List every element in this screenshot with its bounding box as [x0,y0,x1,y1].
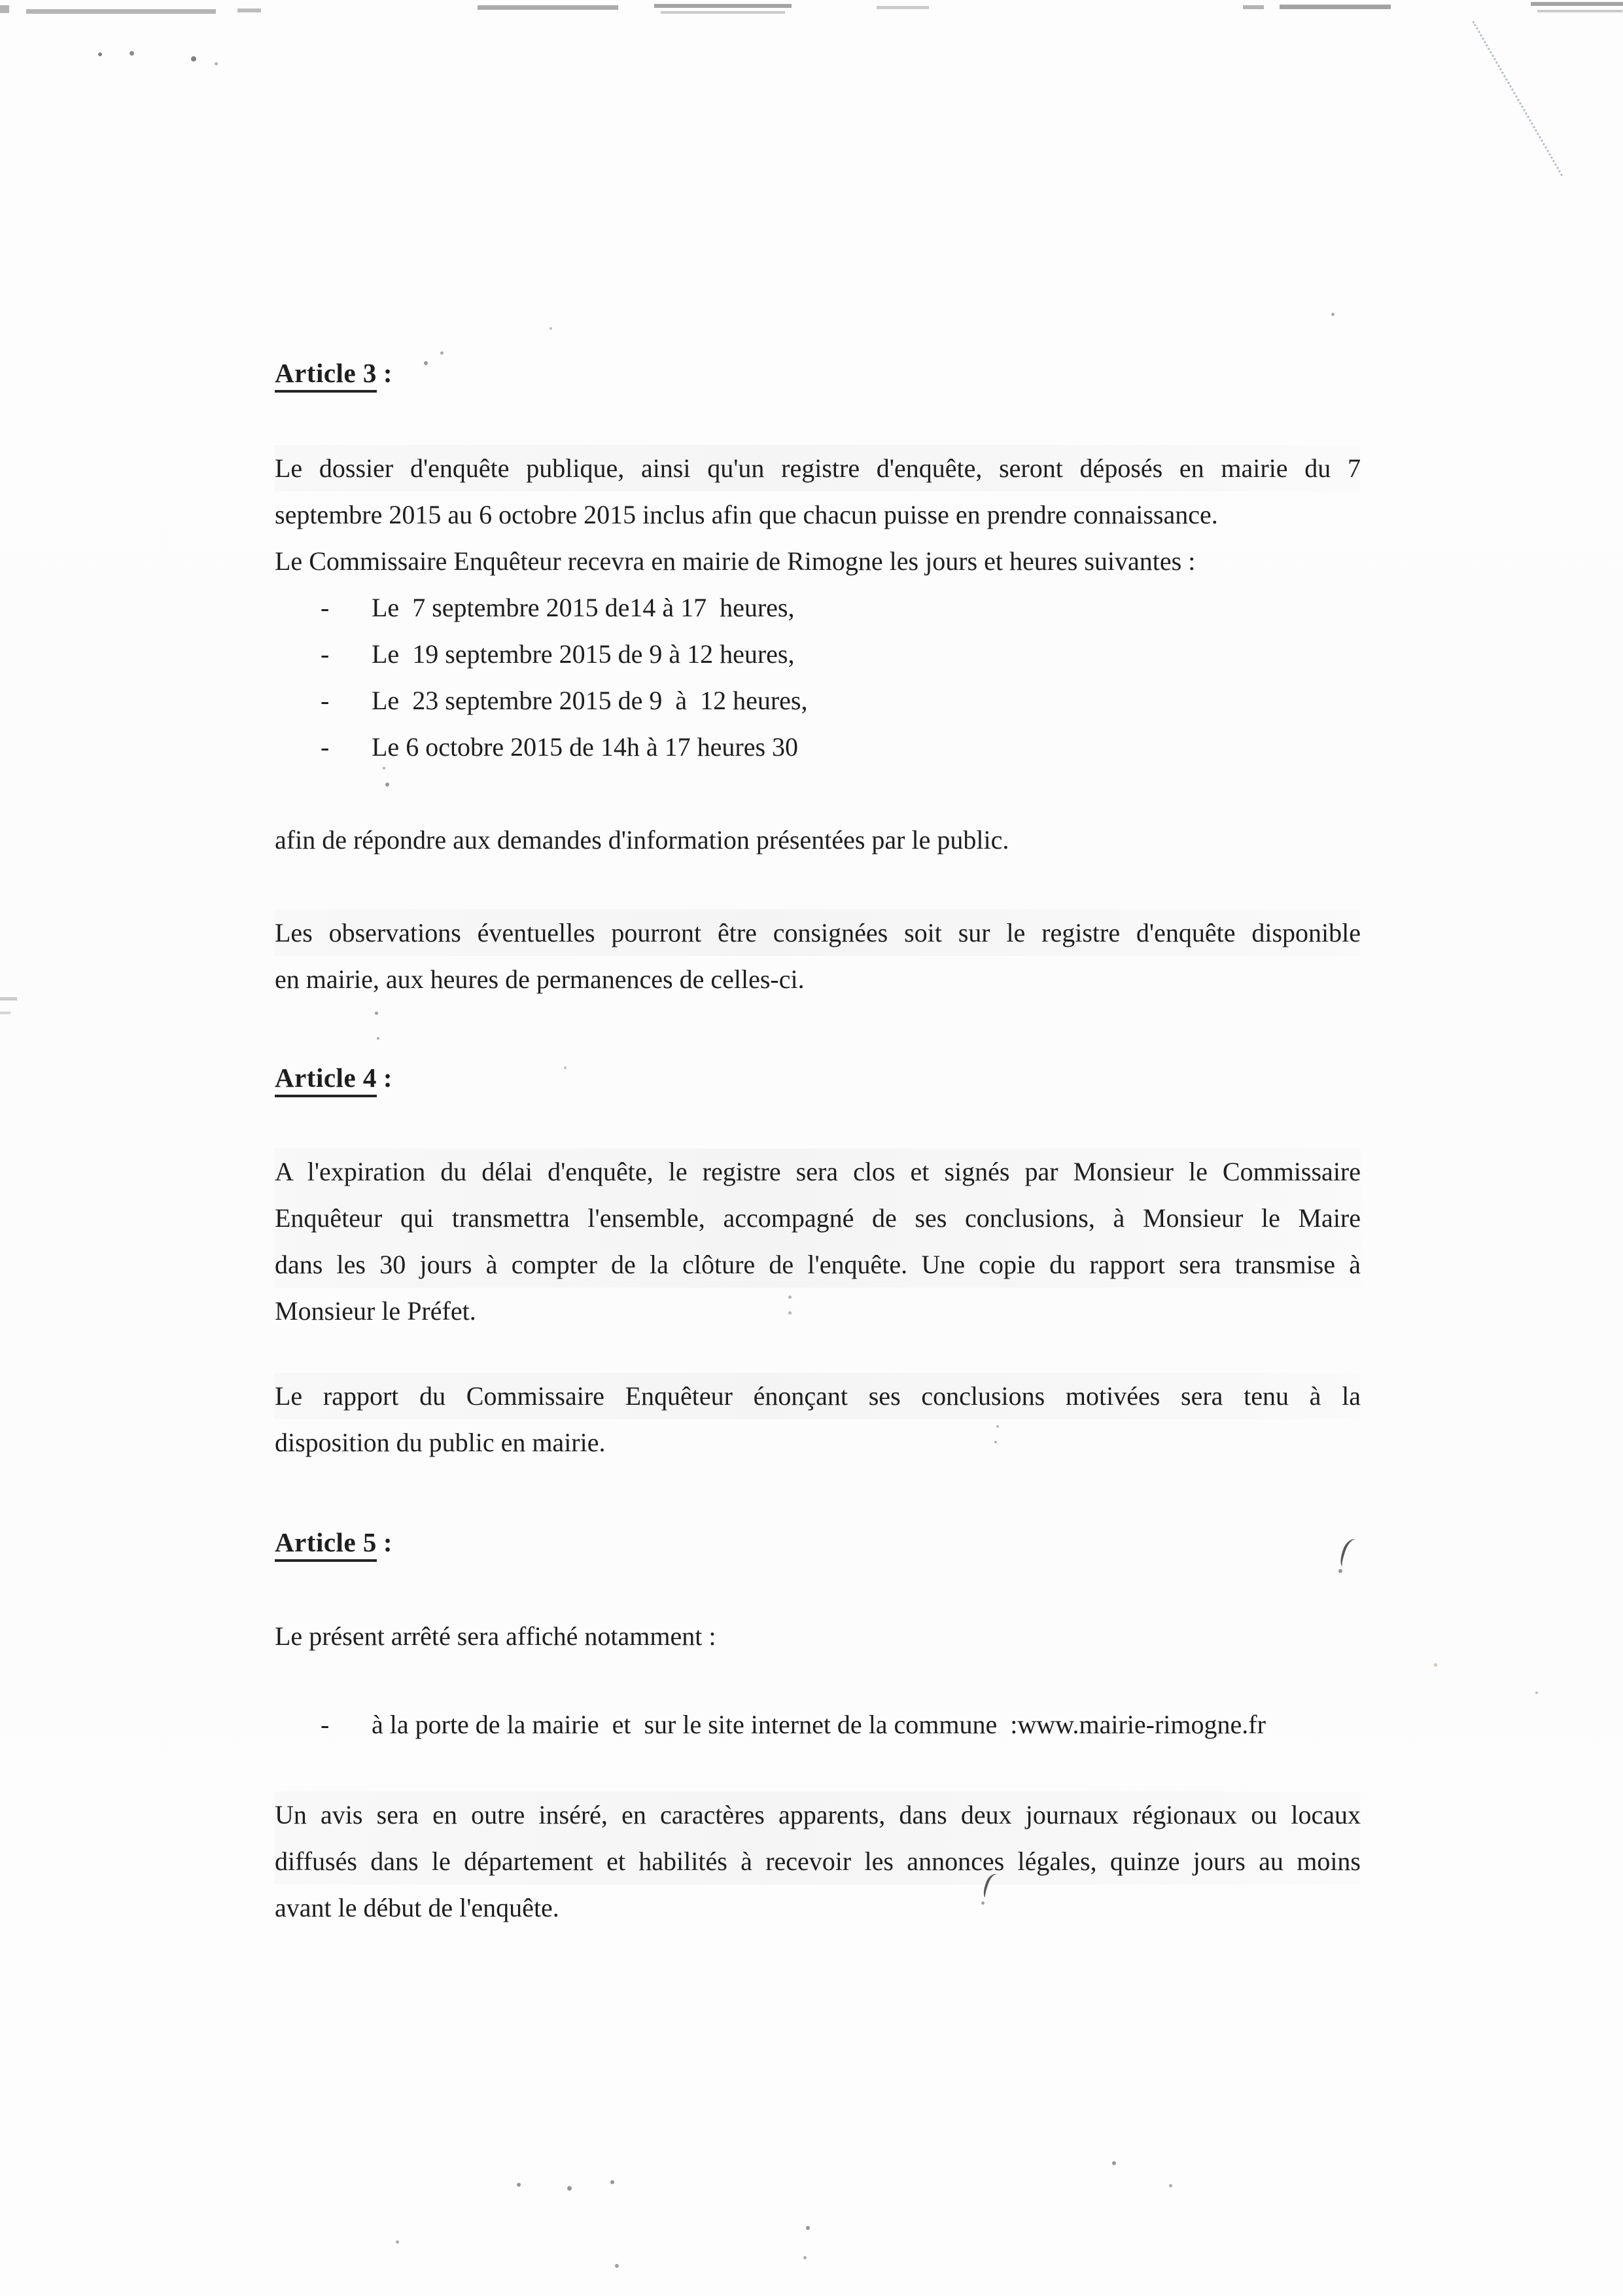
scan-edge-mark [26,9,216,14]
scan-speck [191,56,196,62]
scan-speck [610,2180,614,2184]
list-item [275,584,1361,631]
paragraph-line: Le Commissaire Enquêteur recevra en mairie de Rimogne les jours et heures suivantes : [275,546,1196,576]
scan-edge-mark [1537,10,1622,12]
scan-edge-mark [1531,2,1623,6]
paragraph-line: en mairie, aux heures de permanences de celles-ci. [275,964,805,994]
scan-speck [98,52,102,56]
list-item-dash: - [321,686,330,715]
scan-speck [806,2226,810,2230]
fold-crease-line [1472,21,1563,176]
article-3-paragraph-3 [275,910,1361,1002]
scan-edge-mark [237,9,261,12]
paragraph-line: Le rapport du Commissaire Enquêteur énonçant ses conclusions motivées sera tenu à la [275,1373,1361,1419]
article-3-heading-text: Article 3 [275,358,377,393]
scan-speck [615,2264,619,2268]
list-item [275,631,1361,677]
scan-edge-mark [654,4,792,8]
article-4-heading [275,1055,1361,1101]
paragraph-line: Un avis sera en outre inséré, en caractères apparents, dans deux journaux régionaux ou locaux [275,1792,1361,1838]
scan-speck [1331,313,1335,316]
scan-speck [567,2186,572,2191]
list-item-dash: - [321,639,330,669]
article-5-heading [275,1519,1361,1566]
document-body [275,350,1361,1931]
list-item [275,677,1361,724]
scan-edge-mark [478,5,618,10]
article-4-heading-colon: : [383,1063,393,1093]
paragraph-line: afin de répondre aux demandes d'information présentées par le public. [275,825,1009,855]
paragraph-line: Les observations éventuelles pourront être consignées soit sur le registre d'enquête disponible [275,910,1361,956]
article-3-heading-colon: : [383,358,393,388]
article-5-paragraph-2 [275,1792,1361,1931]
list-item-text: Le 23 septembre 2015 de 9 à 12 heures, [372,686,808,715]
paragraph-line: Le dossier d'enquête publique, ainsi qu'un registre d'enquête, seront déposés en mairie du 7 [275,445,1361,491]
article-3-heading [275,350,1361,397]
paragraph-line: Enquêteur qui transmettra l'ensemble, accompagné de ses conclusions, à Monsieur le Maire [275,1195,1361,1241]
paragraph-line: Monsieur le Préfet. [275,1296,476,1326]
list-item-text: Le 6 octobre 2015 de 14h à 17 heures 30 [372,732,799,762]
paragraph-line: diffusés dans le département et habilités à recevoir les annonces légales, quinze jours au moins [275,1838,1361,1884]
scan-speck [517,2183,521,2187]
article-3-paragraph-2 [275,817,1361,863]
list-item-text: à la porte de la mairie et sur le site internet de la commune :www.mairie-rimogne.fr [372,1710,1266,1739]
scan-edge-mark [1280,5,1391,9]
article-4-paragraph-2 [275,1373,1361,1466]
list-item [275,1701,1361,1748]
list-item-dash: - [321,593,330,622]
list-item-dash: - [321,732,330,762]
list-item-text: Le 19 septembre 2015 de 9 à 12 heures, [372,639,795,669]
article-5-paragraph-1 [275,1613,1361,1659]
paragraph-line: A l'expiration du délai d'enquête, le registre sera clos et signés par Monsieur le Commissaire [275,1148,1361,1195]
permanence-dates-list [275,584,1361,770]
scan-speck [1169,2184,1172,2187]
scan-speck [1535,1691,1538,1694]
list-item-text: Le 7 septembre 2015 de14 à 17 heures, [372,593,795,622]
article-5-heading-colon: : [383,1527,393,1557]
scan-speck [550,327,552,330]
scan-edge-mark [877,6,929,9]
paragraph-line: disposition du public en mairie. [275,1428,606,1457]
scan-speck [396,2240,399,2244]
paragraph-line: septembre 2015 au 6 octobre 2015 inclus afin que chacun puisse en prendre connaissance. [275,500,1218,529]
scan-edge-mark [1243,5,1264,9]
article-5-heading-text: Article 5 [275,1527,377,1562]
paragraph-line: Le présent arrêté sera affiché notamment : [275,1621,716,1651]
scan-edge-mark [0,997,17,1000]
scan-edge-mark [0,5,9,13]
scan-speck [215,62,218,65]
scan-speck [1112,2161,1116,2165]
paragraph-line: dans les 30 jours à compter de la clôture de l'enquête. Une copie du rapport sera transmise à [275,1241,1361,1288]
scan-speck [1434,1663,1437,1667]
paragraph-line: avant le début de l'enquête. [275,1893,559,1922]
list-item-dash: - [321,1710,330,1739]
scan-speck [803,2256,807,2259]
scan-edge-mark [0,1012,10,1014]
scan-speck [130,51,134,56]
list-item [275,724,1361,770]
scan-edge-mark [661,11,785,14]
article-3-paragraph-1 [275,445,1361,584]
article-4-paragraph-1 [275,1148,1361,1334]
article-4-heading-text: Article 4 [275,1063,377,1097]
